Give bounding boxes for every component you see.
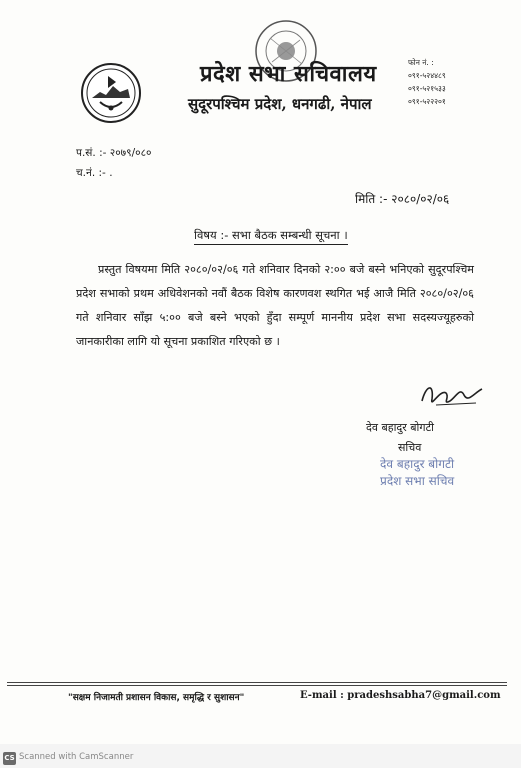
notice-body: प्रस्तुत विषयमा मिति २०८०/०२/०६ गते शनिवार दिनको २:०० बजे बस्ने भनिएको सुदूरपश्चिम प्रदेश सभाको प्रथम अधिवेशनको नवौं बैठक विशेष कारणवश स्थगित भई आजै मिति २०८०/०२/०६ गते शनिवार साँझ ५:०० बजे बस्ने भएको हुँदा सम्पूर्ण माननीय प्रदेश सभा सदस्यज्यूहरुको जानकारीका लागि यो सूचना प्रकाशित गरिएको छ । (76, 263, 474, 348)
scanner-watermark: Scanned with CamScanner (19, 752, 134, 762)
camscanner-icon: CS (3, 752, 16, 765)
office-title: प्रदेश सभा सचिवालय (200, 61, 377, 87)
dispatch-number-value: . (109, 167, 113, 179)
footer-divider (7, 685, 507, 686)
dispatch-number-label: च.नं. :- (76, 167, 106, 179)
footer-motto: "सक्षम निजामती प्रशासन विकास, समृद्धि र सुशासन" (68, 693, 245, 703)
letter-number (76, 146, 152, 160)
stamp-name: देव बहादुर बोगटी (380, 457, 455, 471)
signatory-name: देव बहादुर बोगटी (366, 421, 434, 434)
emblem-icon (80, 62, 142, 124)
letter-date (355, 190, 449, 207)
signatory-post: सचिव (398, 441, 422, 454)
phone-block (408, 56, 446, 108)
phone-label: फोन नं. : (408, 58, 434, 67)
letter-number-label: प.सं. :- (76, 147, 107, 159)
office-address: सुदूरपश्चिम प्रदेश, धनगढी, नेपाल (188, 95, 372, 113)
footer-divider (7, 682, 507, 683)
footer-email: E-mail : pradeshsabha7@gmail.com (300, 690, 501, 701)
official-stamp (380, 456, 454, 490)
dispatch-number (76, 166, 113, 180)
date-value: २०८०/०२/०६ (391, 192, 450, 206)
letter-number-value: २०७९/०८० (109, 147, 152, 159)
date-label: मिति :- (355, 192, 388, 206)
phone-number: ०९१-५२२२०१ (408, 97, 446, 106)
phone-number: ०९१-५२१५३३ (408, 84, 446, 93)
subject-line: विषय :- सभा बैठक सम्बन्धी सूचना । (194, 228, 348, 245)
phone-number: ०९१-५२४४८९ (408, 71, 446, 80)
signature-icon (416, 375, 488, 415)
stamp-post: प्रदेश सभा सचिव (380, 474, 455, 488)
